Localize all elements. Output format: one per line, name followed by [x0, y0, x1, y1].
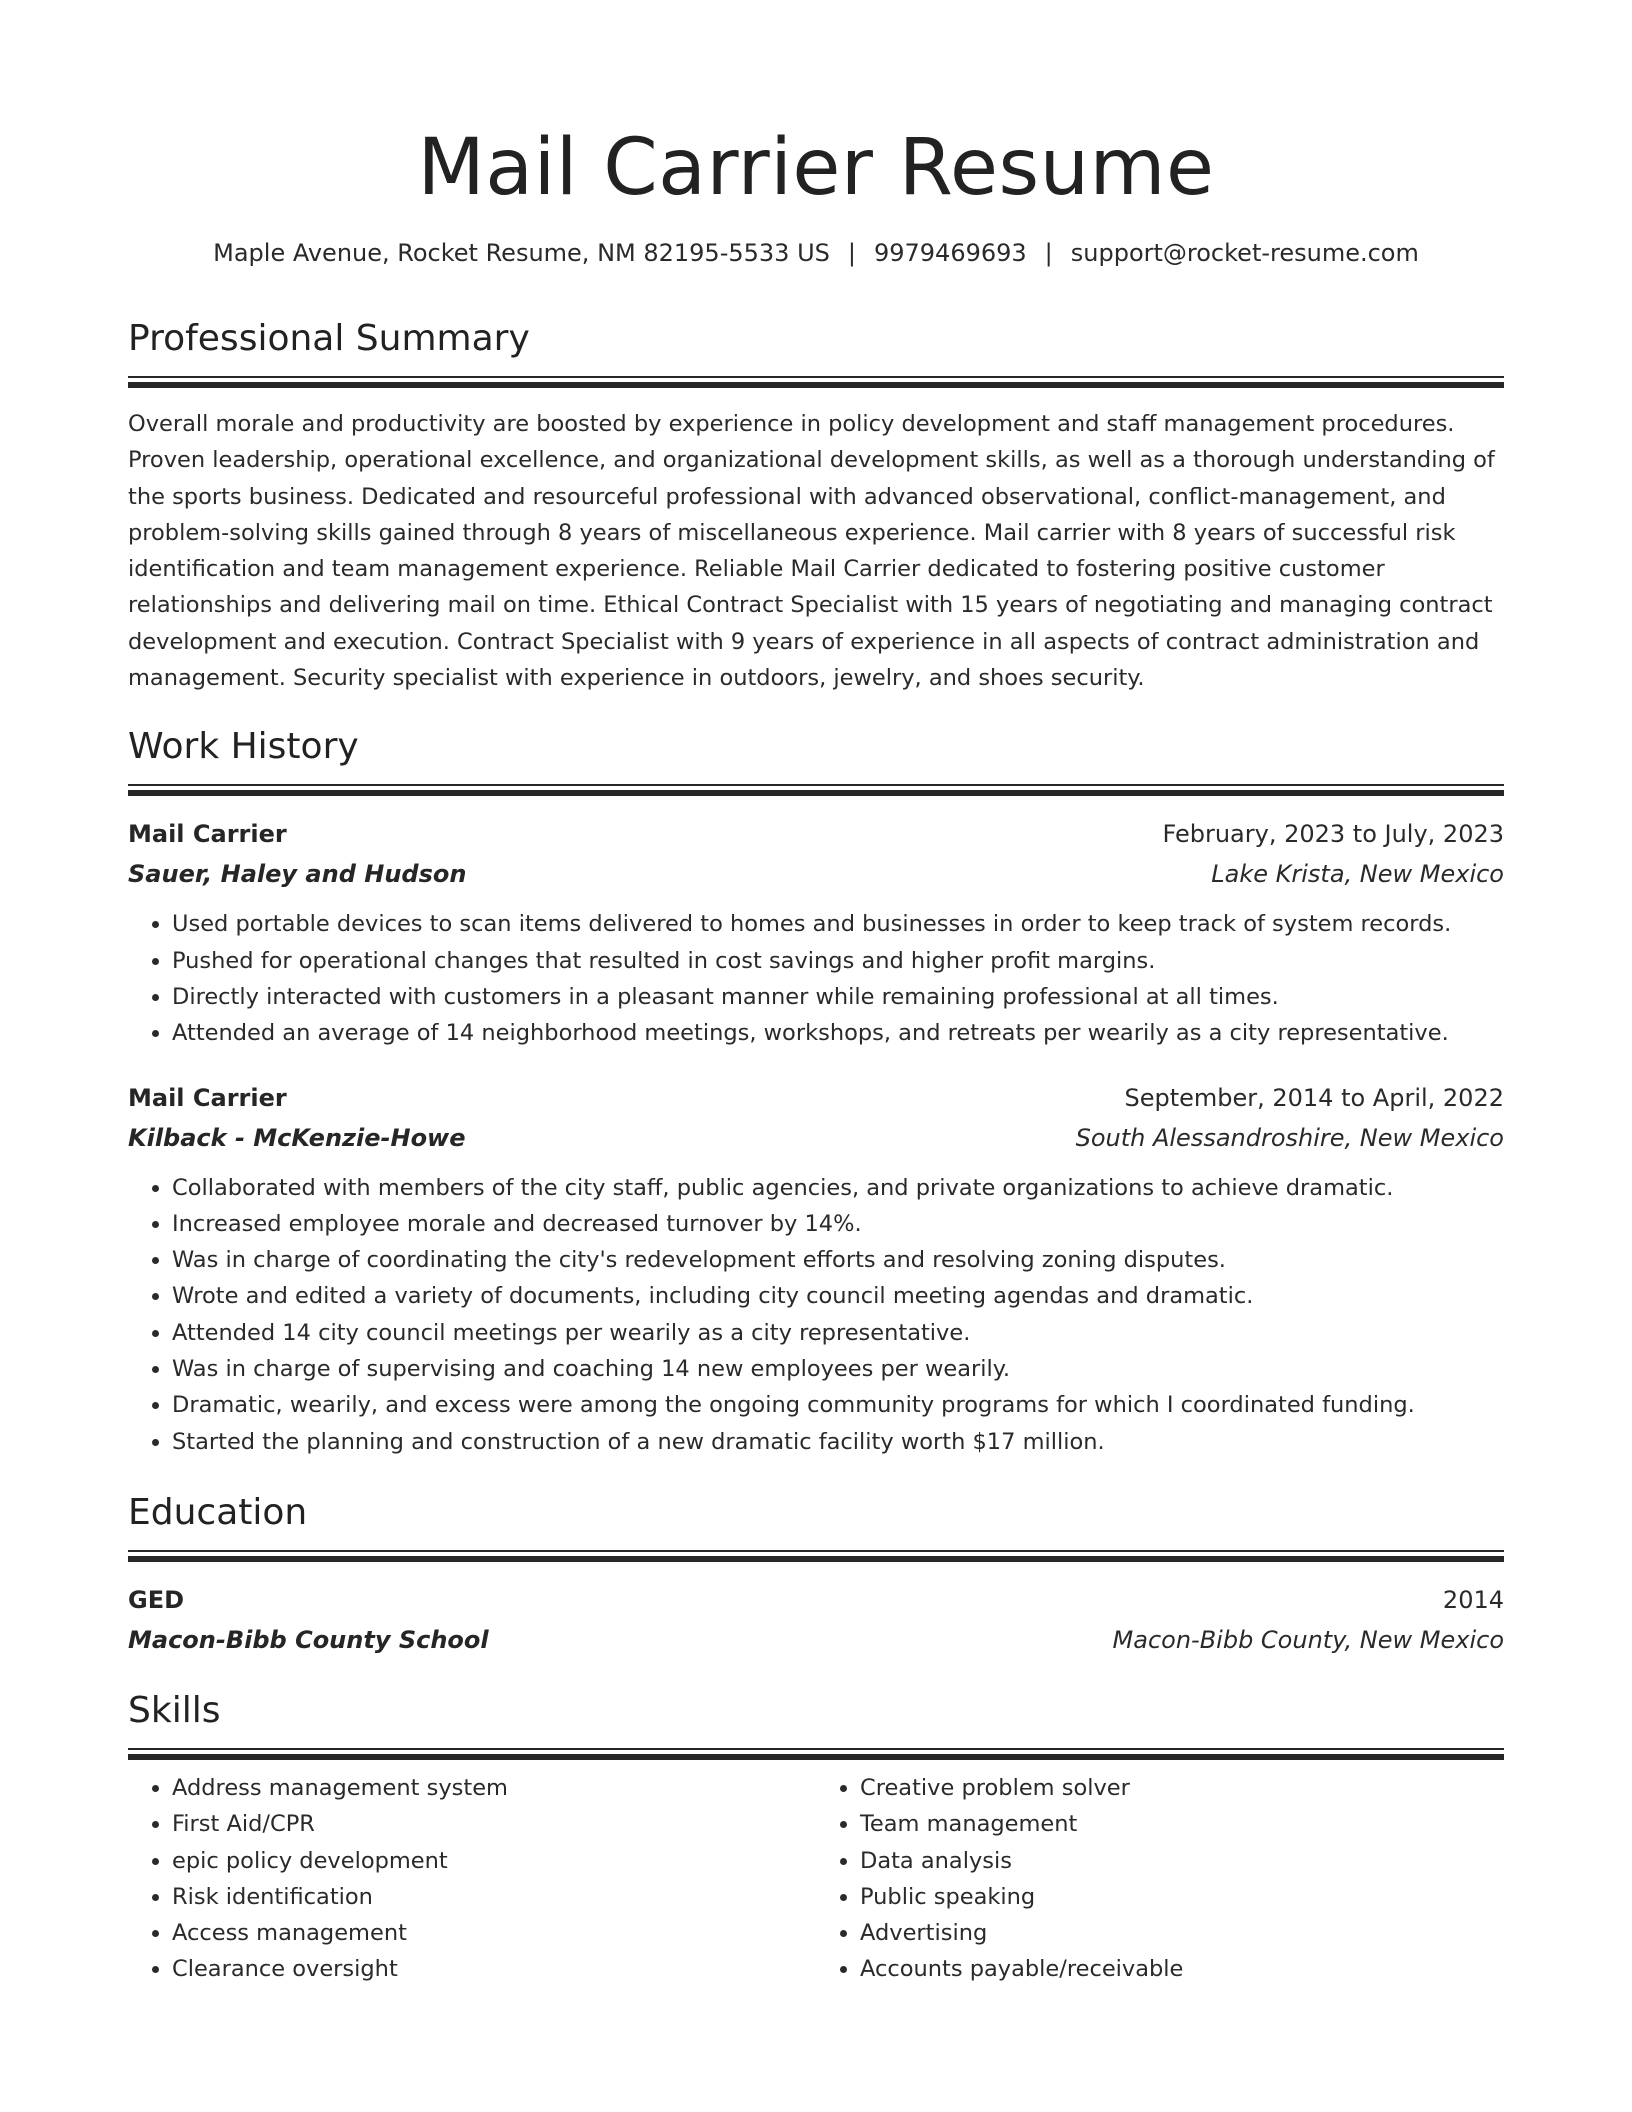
section-heading: Professional Summary — [128, 318, 530, 359]
job-location: South Alessandroshire, New Mexico — [1075, 1123, 1504, 1152]
list-item: • Attended 14 city council meetings per wearily as a city representative. — [172, 1315, 1504, 1351]
education-entry — [128, 1580, 1504, 1660]
job-title: Mail Carrier — [128, 820, 287, 849]
school-location: Macon-Bibb County, New Mexico — [1112, 1625, 1504, 1654]
job-bullets — [128, 1170, 1504, 1460]
skill-item: • Accounts payable/receivable — [860, 1951, 1504, 1987]
section-divider — [128, 1748, 1504, 1760]
skill-item: • Clearance oversight — [172, 1951, 816, 1987]
job-bullets — [128, 906, 1504, 1051]
page-title: Mail Carrier Resume — [417, 123, 1215, 213]
list-item: • Attended an average of 14 neighborhood meetings, workshops, and retreats per wearily as a city representative. — [172, 1015, 1504, 1051]
graduation-year: 2014 — [1442, 1585, 1504, 1614]
job-entry — [128, 814, 1504, 1051]
skill-item: • Creative problem solver — [860, 1770, 1504, 1806]
contact-line — [128, 238, 1504, 268]
section-divider — [128, 784, 1504, 796]
section-heading: Education — [128, 1491, 308, 1533]
phone: 9979469693 — [873, 239, 1027, 267]
section-heading: Skills — [128, 1689, 221, 1731]
list-item: • Wrote and edited a variety of documents, including city council meeting agendas and dramatic. — [172, 1278, 1504, 1314]
skills-section — [128, 1688, 1504, 1988]
skill-item: • epic policy development — [172, 1843, 816, 1879]
list-item: • Was in charge of supervising and coaching 14 new employees per wearily. — [172, 1351, 1504, 1387]
section-heading: Work History — [128, 726, 359, 768]
list-item: • Used portable devices to scan items delivered to homes and businesses in order to keep track of system records. — [172, 906, 1504, 942]
list-item: • Was in charge of coordinating the city's redevelopment efforts and resolving zoning disputes. — [172, 1242, 1504, 1278]
list-item: • Started the planning and construction of a new dramatic facility worth $17 million. — [172, 1424, 1504, 1460]
summary-section — [128, 316, 1504, 696]
skill-item: • Data analysis — [860, 1843, 1504, 1879]
email: support@rocket-resume.com — [1070, 239, 1419, 267]
job-dates: September, 2014 to April, 2022 — [1124, 1083, 1504, 1112]
address: Maple Avenue, Rocket Resume, NM 82195-5533 US — [213, 239, 830, 267]
skill-item: • Advertising — [860, 1915, 1504, 1951]
skill-item: • Team management — [860, 1806, 1504, 1842]
school-name: Macon-Bibb County School — [128, 1625, 489, 1654]
skill-item: • Address management system — [172, 1770, 816, 1806]
skills-list-left — [128, 1770, 816, 1988]
section-divider — [128, 376, 1504, 388]
company-name: Sauer, Haley and Hudson — [128, 860, 467, 889]
list-item: • Pushed for operational changes that resulted in cost savings and higher profit margins. — [172, 943, 1504, 979]
education-section — [128, 1490, 1504, 1660]
skills-columns — [128, 1770, 1504, 1988]
list-item: • Increased employee morale and decreased turnover by 14%. — [172, 1206, 1504, 1242]
degree: GED — [128, 1585, 185, 1614]
separator: | — [1044, 239, 1053, 267]
list-item: • Dramatic, wearily, and excess were among the ongoing community programs for which I coordinated funding. — [172, 1387, 1504, 1423]
separator: | — [847, 239, 856, 267]
job-entry — [128, 1078, 1504, 1460]
job-location: Lake Krista, New Mexico — [1211, 860, 1504, 889]
job-title: Mail Carrier — [128, 1083, 287, 1112]
skill-item: • Risk identification — [172, 1879, 816, 1915]
company-name: Kilback - McKenzie-Howe — [128, 1123, 466, 1152]
skill-item: • Public speaking — [860, 1879, 1504, 1915]
summary-text: Overall morale and productivity are boosted by experience in policy development and staff management procedures. Proven leadership, operational excellence, and organizational development skills, as well as a thorough understanding of the sports business. Dedicated and resourceful professional with advanced observational, conflict-management, and problem-solving skills gained through 8 years of miscellaneous experience. Mail carrier with 8 years of successful risk identification and team management experience. Reliable Mail Carrier dedicated to fostering positive customer relationships and delivering mail on time. Ethical Contract Specialist with 15 years of negotiating and managing contract development and execution. Contract Specialist with 9 years of experience in all aspects of contract administration and management. Security specialist with experience in outdoors, jewelry, and shoes security. — [128, 411, 1495, 692]
list-item: • Directly interacted with customers in a pleasant manner while remaining professional at all times. — [172, 979, 1504, 1015]
skill-item: • First Aid/CPR — [172, 1806, 816, 1842]
section-divider — [128, 1550, 1504, 1562]
skill-item: • Access management — [172, 1915, 816, 1951]
list-item: • Collaborated with members of the city staff, public agencies, and private organizations to achieve dramatic. — [172, 1170, 1504, 1206]
skills-list-right — [816, 1770, 1504, 1988]
work-history-section — [128, 724, 1504, 1460]
job-dates: February, 2023 to July, 2023 — [1162, 820, 1504, 849]
